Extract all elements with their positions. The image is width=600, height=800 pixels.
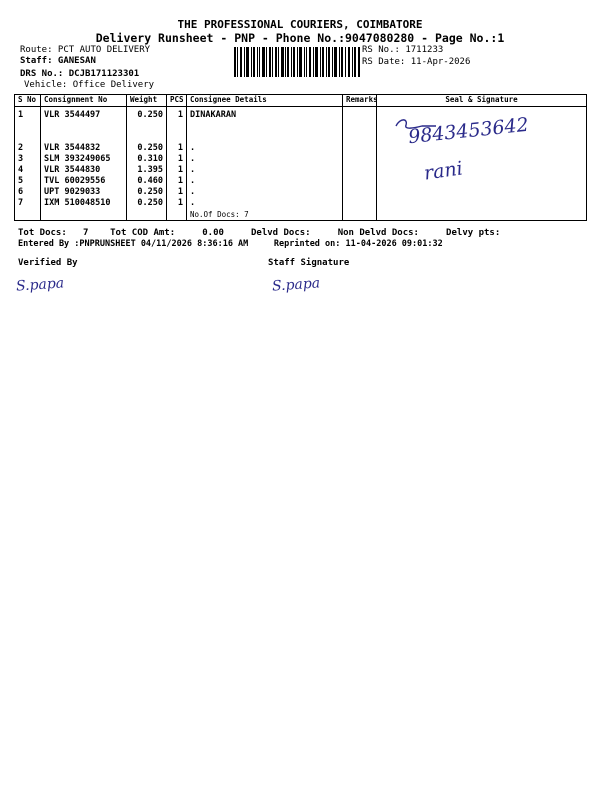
cell-weight: 0.310 [127, 154, 167, 165]
cell-consignment: UPT 9029033 [41, 187, 127, 198]
cell-consignee: . [187, 154, 343, 165]
handwritten-name: rani [422, 157, 465, 185]
cell-seal [377, 143, 587, 154]
table-footer-row [15, 209, 587, 221]
cell-pcs: 1 [167, 187, 187, 198]
cell-consignee: . [187, 143, 343, 154]
cell-consignee: . [187, 176, 343, 187]
col-pcs: PCS [167, 95, 187, 107]
table-header-row [15, 95, 587, 107]
cell-remarks [343, 154, 377, 165]
cell-sno: 7 [15, 198, 41, 209]
no-of-docs: No.Of Docs: 7 [187, 209, 343, 221]
table-row [15, 165, 587, 176]
table-row [15, 176, 587, 187]
cell-pcs: 1 [167, 165, 187, 176]
col-remarks: Remarks [343, 95, 377, 107]
staff: Staff: GANESAN [20, 56, 96, 66]
handwritten-phone: 9843453642 [407, 113, 530, 149]
verifier-signature: S.papa [15, 275, 65, 295]
col-consignment: Consignment No [41, 95, 127, 107]
cell-remarks [343, 165, 377, 176]
company-title: THE PROFESSIONAL COURIERS, COIMBATORE [177, 18, 423, 31]
cell-seal [377, 187, 587, 198]
table-row [15, 154, 587, 165]
cell-consignment: VLR 3544832 [41, 143, 127, 154]
rs-date: RS Date: 11-Apr-2026 [362, 57, 471, 67]
cell-seal [377, 198, 587, 209]
table-row [15, 198, 587, 209]
cell-seal [377, 176, 587, 187]
cell-weight: 0.250 [127, 107, 167, 122]
cell-weight: 0.250 [127, 143, 167, 154]
cell-weight: 0.250 [127, 198, 167, 209]
rs-no: RS No.: 1711233 [362, 45, 444, 55]
cell-pcs: 1 [167, 198, 187, 209]
col-seal: Seal & Signature [377, 95, 587, 107]
cell-remarks [343, 107, 377, 122]
cell-pcs: 1 [167, 107, 187, 122]
cell-remarks [343, 143, 377, 154]
table-row [15, 143, 587, 154]
cell-weight: 1.395 [127, 165, 167, 176]
cell-pcs: 1 [167, 143, 187, 154]
cell-consignee: . [187, 165, 343, 176]
cell-weight: 0.460 [127, 176, 167, 187]
cell-consignment: VLR 3544497 [41, 107, 127, 122]
cell-consignee: DINAKARAN [187, 107, 343, 122]
cell-remarks [343, 198, 377, 209]
cell-pcs: 1 [167, 154, 187, 165]
cell-consignment: VLR 3544830 [41, 165, 127, 176]
cell-sno: 6 [15, 187, 41, 198]
cell-sno: 3 [15, 154, 41, 165]
entered-by: Entered By :PNPRUNSHEET 04/11/2026 8:36:16 AM Reprinted on: 11-04-2026 09:01:32 [18, 239, 443, 249]
table-row [15, 187, 587, 198]
runsheet-subtitle: Delivery Runsheet - PNP - Phone No.:9047080280 - Page No.:1 [95, 31, 505, 45]
cell-consignment: TVL 60029556 [41, 176, 127, 187]
cell-consignee: . [187, 187, 343, 198]
col-weight: Weight [127, 95, 167, 107]
cell-sno: 1 [15, 107, 41, 122]
cell-sno: 5 [15, 176, 41, 187]
cell-seal [377, 165, 587, 176]
totals-line: Tot Docs: 7 Tot COD Amt: 0.00 Delvd Docs: Non Delvd Docs: Delvy pts: [18, 228, 501, 238]
barcode [234, 47, 360, 77]
cell-remarks [343, 187, 377, 198]
cell-sno: 4 [15, 165, 41, 176]
verified-by-label: Verified By [18, 258, 78, 268]
drs-no: DRS No.: DCJB171123301 [20, 69, 140, 79]
col-sno: S No [15, 95, 41, 107]
col-consignee: Consignee Details [187, 95, 343, 107]
cell-remarks [343, 176, 377, 187]
cell-consignment: IXM 510048510 [41, 198, 127, 209]
staff-signature-label: Staff Signature [268, 258, 350, 268]
cell-pcs: 1 [167, 176, 187, 187]
cell-seal [377, 154, 587, 165]
cell-sno: 2 [15, 143, 41, 154]
cell-consignee: . [187, 198, 343, 209]
route: Route: PCT AUTO DELIVERY [20, 45, 151, 55]
cell-consignment: SLM 393249065 [41, 154, 127, 165]
runsheet-table [14, 94, 587, 221]
cell-weight: 0.250 [127, 187, 167, 198]
staff-signature: S.papa [271, 275, 321, 295]
vehicle: Vehicle: Office Delivery [24, 80, 155, 90]
